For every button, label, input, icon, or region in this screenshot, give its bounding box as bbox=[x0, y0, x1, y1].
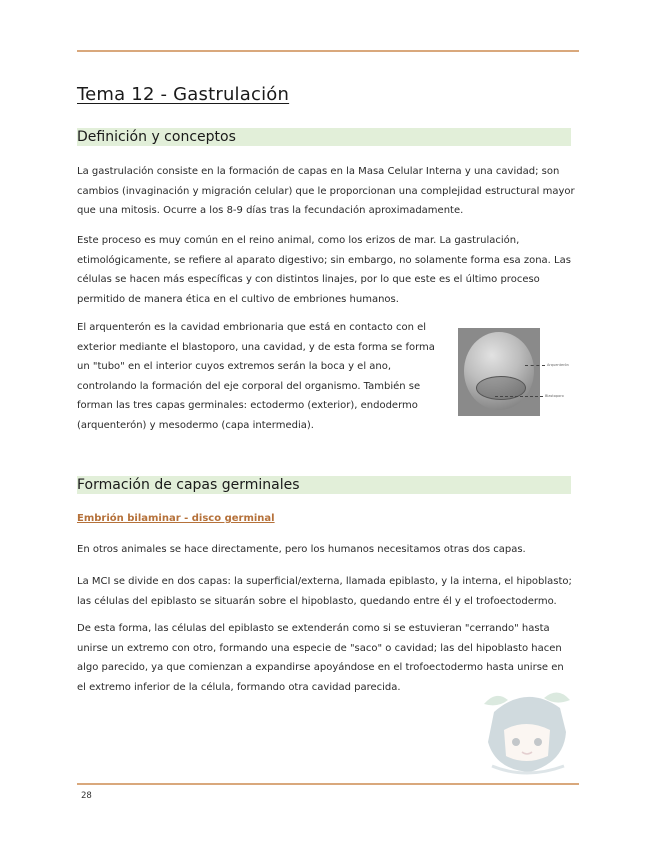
bottom-rule bbox=[77, 783, 579, 785]
leader-line bbox=[525, 365, 545, 366]
chibi-mascot-decoration bbox=[474, 682, 579, 780]
paragraph: La MCI se divide en dos capas: la superficial/externa, llamada epiblasto, y la interna, el hipoblasto; las células del epiblasto se situarán sobre el hipoblasto, quedando entre él y el trofoectodermo. bbox=[77, 576, 572, 607]
page-title: Tema 12 - Gastrulación bbox=[77, 84, 290, 105]
paragraph: Este proceso es muy común en el reino animal, como los erizos de mar. La gastrulación, etimológicamente, se refiere al aparato digestivo; sin embargo, no solamente forma esa zona. Las células se hacen más específicas y con distintos linajes, por lo que este es el último proceso permitido de manera ética en el cultivo de embriones humanos. bbox=[77, 235, 571, 305]
micrograph-image bbox=[458, 328, 540, 416]
section-heading-capas: Formación de capas germinales bbox=[77, 476, 571, 494]
page-number: 28 bbox=[81, 791, 92, 801]
subsection-heading: Embrión bilaminar - disco germinal bbox=[77, 513, 275, 524]
paragraph: De esta forma, las células del epiblasto se extenderán como si se estuvieran "cerrando" hasta unirse un extremo con otro, formando una especie de "saco" o cavidad; las del hipoblasto hacen algo parecido, ya que comienzan a expandirse apoyándose en el trofoectodermo hasta unirse en el extremo inferior de la célula, formando otra cavidad parecida. bbox=[77, 623, 564, 693]
gastrula-micrograph-figure bbox=[455, 326, 580, 418]
paragraph-with-figure: El arquenterón es la cavidad embrionaria que está en contacto con el exterior mediante el blastoporo, una cavidad, y de esta forma se forma un "tubo" en el interior cuyos extremos serán la boca y el ano, controlando la formación del eje corporal del organismo. También se forman las tres capas germinales: ectodermo (exterior), endodermo (arquenterón) y mesodermo (capa intermedia). bbox=[77, 322, 435, 431]
section-heading-definicion: Definición y conceptos bbox=[77, 128, 571, 146]
leader-line bbox=[495, 396, 543, 397]
top-rule bbox=[77, 50, 579, 52]
paragraph: En otros animales se hace directamente, pero los humanos necesitamos otras dos capas. bbox=[77, 544, 526, 555]
figure-label: Blastoporo bbox=[545, 394, 564, 398]
paragraph: La gastrulación consiste en la formación de capas en la Masa Celular Interna y una cavidad; son cambios (invaginación y migración celular) que le proporcionan una complejidad estructural mayor que una mitosis. Ocurre a los 8-9 días tras la fecundación aproximadamente. bbox=[77, 166, 575, 216]
figure-label: Arquenterón bbox=[547, 363, 569, 367]
